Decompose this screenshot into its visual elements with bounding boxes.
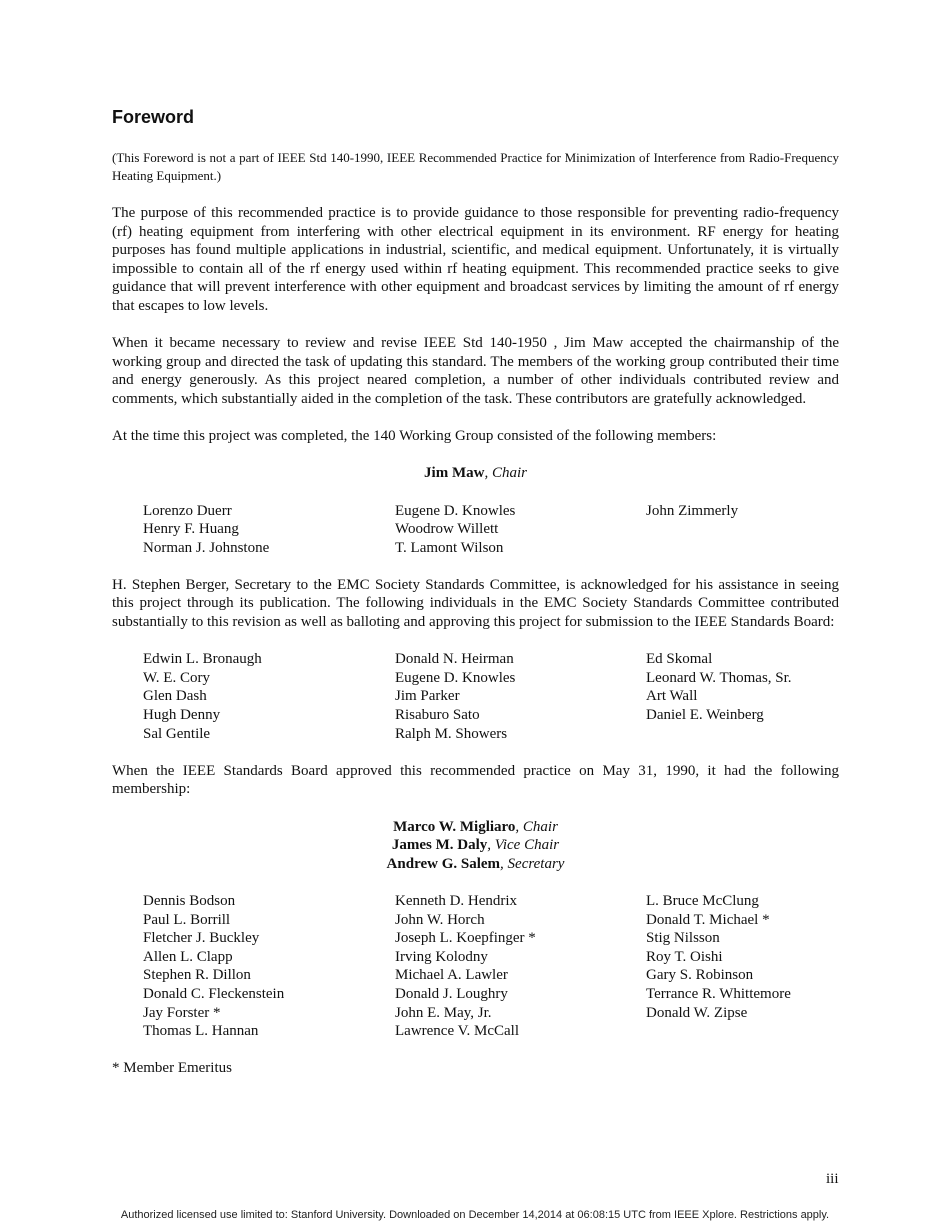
emc-committee-paragraph: H. Stephen Berger, Secretary to the EMC Society Standards Committee, is acknowledged for his assistance in seeing this project through its publication. The following individuals in the EMC Society Standards Committee contributed substantially to this revision as well as balloting and approving this project for submission to the IEEE Standards Board:: [112, 576, 839, 631]
member-name: John W. Horch: [395, 911, 485, 928]
member-name: Ed Skomal: [646, 651, 713, 668]
standards-board-paragraph: When the IEEE Standards Board approved this recommended practice on May 31, 1990, it had the following membership:: [112, 762, 839, 798]
member-name: Eugene D. Knowles: [395, 502, 516, 519]
member-column: [143, 502, 395, 558]
member-column: [395, 892, 646, 1041]
member-name: Allen L. Clapp: [143, 948, 233, 965]
member-name: Donald N. Heirman: [395, 651, 514, 668]
emc-committee-members: [112, 650, 839, 743]
member-name: Donald C. Fleckenstein: [143, 985, 285, 1002]
member-name: Henry F. Huang: [143, 521, 239, 538]
member-name: Jay Forster *: [143, 1004, 221, 1021]
member-name: Sal Gentile: [143, 725, 211, 742]
member-name: W. E. Cory: [143, 669, 210, 686]
member-name: Roy T. Oishi: [646, 948, 723, 965]
officer-name: Marco W. Migliaro: [393, 818, 516, 835]
footnote: * Member Emeritus: [112, 1060, 232, 1077]
member-name: L. Bruce McClung: [646, 892, 759, 909]
member-name: John Zimmerly: [646, 502, 739, 519]
standards-board-members: [112, 892, 839, 1041]
member-column: [143, 892, 395, 1041]
member-name: Fletcher J. Buckley: [143, 930, 260, 947]
member-column: [646, 892, 870, 1041]
foreword-page: [112, 105, 839, 1078]
member-name: Kenneth D. Hendrix: [395, 892, 518, 909]
member-name: Stig Nilsson: [646, 930, 720, 947]
member-name: John E. May, Jr.: [395, 1004, 492, 1021]
member-column: [143, 650, 395, 743]
working-group-intro: At the time this project was completed, the 140 Working Group consisted of the following members:: [112, 428, 717, 445]
officer-role: , Chair: [515, 818, 558, 835]
page-title: Foreword: [112, 107, 195, 127]
member-name: Gary S. Robinson: [646, 967, 754, 984]
member-name: Art Wall: [646, 688, 698, 705]
member-name: Risaburo Sato: [395, 707, 480, 724]
member-name: Thomas L. Hannan: [143, 1023, 259, 1040]
member-name: Hugh Denny: [143, 707, 221, 724]
officer-role: , Secretary: [500, 855, 565, 872]
member-name: Donald W. Zipse: [646, 1004, 748, 1021]
member-name: Norman J. Johnstone: [143, 539, 270, 556]
officer-line: [112, 818, 839, 837]
member-name: Dennis Bodson: [143, 892, 236, 909]
standards-board-officers: [112, 818, 839, 874]
member-column: [646, 650, 870, 743]
member-column: [395, 650, 646, 743]
member-name: Glen Dash: [143, 688, 207, 705]
revision-paragraph: When it became necessary to review and revise IEEE Std 140-1950 , Jim Maw accepted the chairmanship of the working group and directed the task of updating this standard. The members of the working group contributed their time and energy generously. As this project neared completion, a number of other individuals contributed review and comments, which substantially aided in the completion of the task. These contributors are gratefully acknowledged.: [112, 335, 839, 407]
page-number: iii: [826, 1171, 839, 1187]
member-name: Donald J. Loughry: [395, 985, 508, 1002]
member-name: Lorenzo Duerr: [143, 502, 232, 519]
working-group-chair: [112, 464, 839, 483]
officer-line: [112, 836, 839, 855]
member-name: Edwin L. Bronaugh: [143, 651, 262, 668]
member-name: Ralph M. Showers: [395, 725, 508, 742]
officer-line: [112, 855, 839, 874]
officer-role: , Vice Chair: [487, 837, 560, 854]
member-name: Stephen R. Dillon: [143, 967, 251, 984]
officer-name: Andrew G. Salem: [386, 855, 501, 872]
purpose-paragraph: The purpose of this recommended practice is to provide guidance to those responsible for preventing radio-frequency (rf) heating equipment from interfering with other electrical equipment in its environment. RF energy for heating purposes has found multiple applications in industrial, scientific, and medical equipment. Unfortunately, it is virtually impossible to contain all of the rf energy used within rf heating equipment. This recommended practice seeks to give guidance that will prevent interference with other equipment and broadcast services by limiting the amount of rf energy that escapes to low levels.: [112, 205, 839, 314]
member-column: [395, 502, 646, 558]
chair-name: Jim Maw: [424, 465, 485, 482]
member-name: Donald T. Michael *: [646, 911, 770, 928]
foreword-note: (This Foreword is not a part of IEEE Std 140-1990, IEEE Recommended Practice for Minimization of Interference from Radio-Frequency Heating Equipment.): [112, 150, 839, 183]
member-name: Terrance R. Whittemore: [646, 985, 791, 1002]
working-group-members: [112, 502, 839, 558]
member-name: T. Lamont Wilson: [395, 539, 504, 556]
member-name: Lawrence V. McCall: [395, 1023, 519, 1040]
member-column: [646, 502, 870, 558]
member-name: Irving Kolodny: [395, 948, 488, 965]
member-name: Daniel E. Weinberg: [646, 707, 764, 724]
officer-name: James M. Daly: [391, 837, 488, 854]
chair-role: , Chair: [484, 465, 527, 482]
member-name: Paul L. Borrill: [143, 911, 231, 928]
authorization-notice: Authorized licensed use limited to: Stanford University. Downloaded on December 14,2014 at 06:08:15 UTC from IEEE Xplore. Restrictions apply.: [120, 1209, 830, 1221]
member-name: Michael A. Lawler: [395, 967, 508, 984]
member-name: Jim Parker: [395, 688, 460, 705]
member-name: Leonard W. Thomas, Sr.: [646, 669, 792, 686]
member-name: Woodrow Willett: [395, 521, 499, 538]
member-name: Eugene D. Knowles: [395, 669, 516, 686]
member-name: Joseph L. Koepfinger *: [395, 930, 536, 947]
